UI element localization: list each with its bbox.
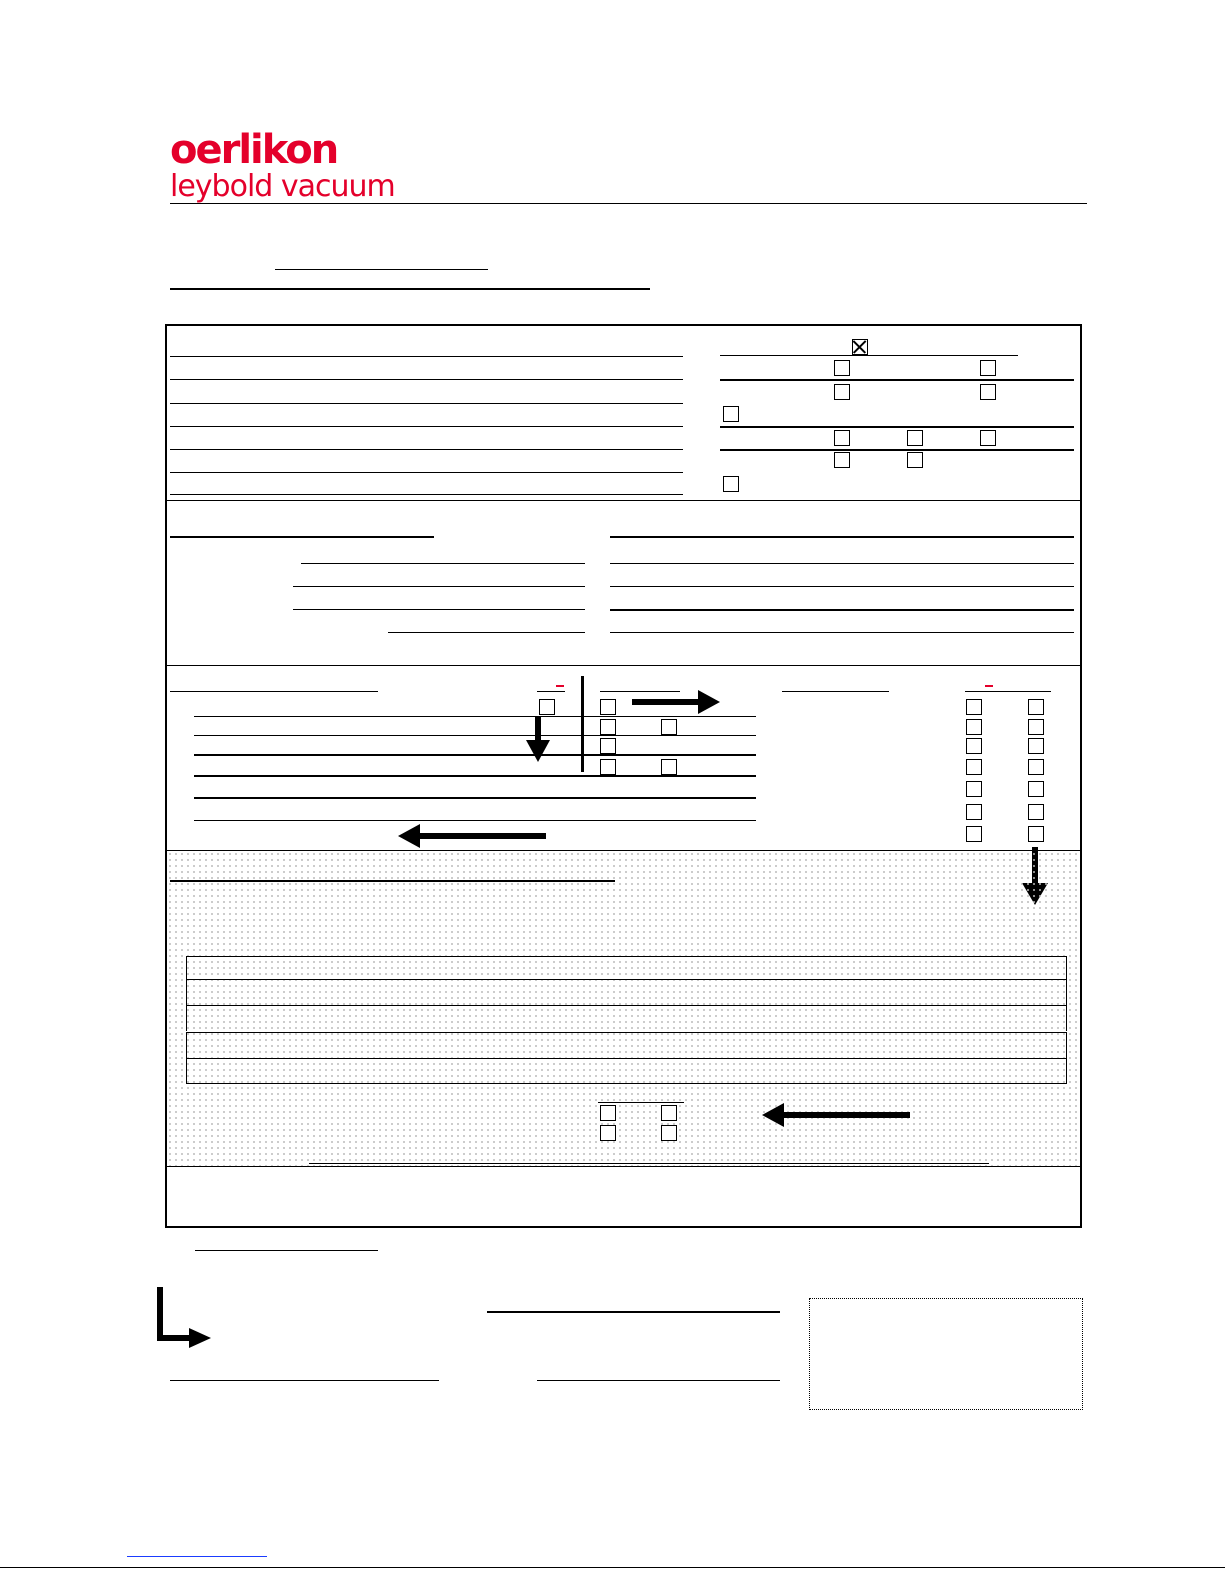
checkbox[interactable] xyxy=(1028,759,1044,775)
checkbox[interactable] xyxy=(966,719,982,735)
option-line xyxy=(720,355,1018,356)
company-stamp-box xyxy=(809,1298,1083,1410)
checkbox[interactable] xyxy=(661,1125,677,1141)
input-line[interactable] xyxy=(610,632,1074,633)
checkbox[interactable] xyxy=(834,360,850,376)
checkbox[interactable] xyxy=(661,759,677,775)
checkbox[interactable] xyxy=(600,738,616,754)
input-line[interactable] xyxy=(170,403,683,404)
checkbox[interactable] xyxy=(966,738,982,754)
yes-no-underline xyxy=(965,691,1051,692)
checkbox[interactable] xyxy=(1028,804,1044,820)
section-divider xyxy=(165,500,1082,501)
table-row[interactable] xyxy=(186,1032,1067,1058)
subtitle-underline xyxy=(170,288,650,290)
arrow-left-icon xyxy=(396,823,548,849)
input-line[interactable] xyxy=(170,449,683,450)
input-line[interactable] xyxy=(301,563,585,564)
input-line[interactable] xyxy=(170,1380,439,1381)
checkbox[interactable] xyxy=(834,452,850,468)
checkbox[interactable] xyxy=(907,452,923,468)
input-line[interactable] xyxy=(170,472,683,473)
input-line[interactable] xyxy=(194,797,756,799)
input-line[interactable] xyxy=(170,494,683,495)
checkbox[interactable] xyxy=(1028,826,1044,842)
input-line[interactable] xyxy=(293,586,585,587)
checkbox[interactable] xyxy=(980,384,996,400)
option-line xyxy=(720,379,1074,381)
checkbox[interactable] xyxy=(966,804,982,820)
checkbox[interactable] xyxy=(600,1105,616,1121)
checkbox[interactable] xyxy=(600,719,616,735)
title-underline xyxy=(275,269,488,270)
input-line[interactable] xyxy=(610,563,1074,564)
checkbox[interactable] xyxy=(1028,699,1044,715)
checkbox[interactable] xyxy=(966,781,982,797)
table-row[interactable] xyxy=(186,1058,1067,1084)
section-heading-underline xyxy=(170,691,378,692)
arrow-right-icon xyxy=(630,689,722,715)
checkbox[interactable] xyxy=(1028,738,1044,754)
checkbox[interactable] xyxy=(600,699,616,715)
table-row[interactable] xyxy=(186,1005,1067,1031)
checkbox[interactable] xyxy=(834,384,850,400)
signature-line[interactable] xyxy=(487,1311,780,1313)
section-heading-underline xyxy=(170,536,434,538)
brand-logo-subtitle: leybold vacuum xyxy=(170,169,395,204)
footer-link[interactable] xyxy=(127,1556,267,1557)
yes-no-underline xyxy=(537,691,565,692)
checkbox[interactable] xyxy=(966,826,982,842)
input-line[interactable] xyxy=(170,379,683,380)
option-line xyxy=(720,449,1074,451)
input-line[interactable] xyxy=(194,775,756,777)
section-heading-underline xyxy=(610,536,1074,538)
checkbox[interactable] xyxy=(539,699,555,715)
red-mark xyxy=(556,685,564,687)
checkbox[interactable] xyxy=(907,430,923,446)
option-line xyxy=(720,426,1074,428)
section-divider xyxy=(165,665,1082,666)
input-line[interactable] xyxy=(610,586,1074,587)
checkbox[interactable] xyxy=(834,430,850,446)
brand-logo: oerlikon xyxy=(170,127,338,173)
note-underline xyxy=(195,1250,378,1251)
checkbox-checked-icon[interactable] xyxy=(852,339,868,355)
footer-rule xyxy=(0,1567,1225,1568)
checkbox[interactable] xyxy=(1028,719,1044,735)
arrow-corner-right-icon xyxy=(155,1285,215,1353)
input-line[interactable] xyxy=(293,609,585,610)
red-mark xyxy=(985,685,993,687)
input-line[interactable] xyxy=(194,735,756,736)
checkbox[interactable] xyxy=(966,699,982,715)
input-line[interactable] xyxy=(194,754,756,756)
checkbox[interactable] xyxy=(980,430,996,446)
input-line[interactable] xyxy=(170,356,683,357)
checkbox[interactable] xyxy=(661,1105,677,1121)
declaration-underline xyxy=(309,1163,989,1164)
arrow-left-icon xyxy=(760,1102,912,1128)
input-line[interactable] xyxy=(194,716,756,717)
checkbox[interactable] xyxy=(980,360,996,376)
checkbox[interactable] xyxy=(600,759,616,775)
checkbox[interactable] xyxy=(723,476,739,492)
input-line[interactable] xyxy=(194,820,756,821)
section-heading-underline xyxy=(782,691,889,692)
input-line[interactable] xyxy=(170,426,683,427)
checkbox[interactable] xyxy=(600,1125,616,1141)
input-line[interactable] xyxy=(537,1380,780,1381)
table-row[interactable] xyxy=(186,979,1067,1005)
header-rule xyxy=(170,203,1087,204)
checkbox[interactable] xyxy=(661,719,677,735)
column-divider xyxy=(581,676,584,772)
checkbox[interactable] xyxy=(966,759,982,775)
input-line[interactable] xyxy=(610,609,1074,611)
checkbox[interactable] xyxy=(1028,781,1044,797)
input-line[interactable] xyxy=(388,632,585,633)
yes-no-underline xyxy=(598,1102,684,1103)
section-heading-underline xyxy=(170,880,615,882)
checkbox[interactable] xyxy=(723,406,739,422)
section-divider xyxy=(165,1166,1082,1167)
arrow-down-icon xyxy=(525,714,551,764)
